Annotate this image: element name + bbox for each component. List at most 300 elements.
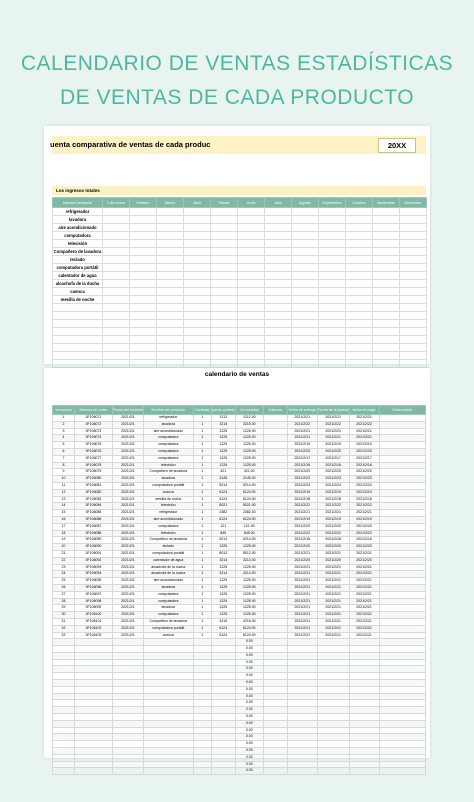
- table-cell[interactable]: 2021/2/24: [349, 482, 379, 489]
- table-cell[interactable]: [379, 680, 425, 687]
- sales-cell[interactable]: [319, 280, 346, 288]
- table-cell[interactable]: [379, 741, 425, 748]
- table-cell[interactable]: [75, 768, 113, 775]
- table-cell[interactable]: [75, 652, 113, 659]
- table-cell[interactable]: [263, 618, 287, 625]
- table-cell[interactable]: [263, 686, 287, 693]
- table-cell[interactable]: [113, 673, 144, 680]
- table-cell[interactable]: [211, 700, 235, 707]
- table-cell[interactable]: [263, 632, 287, 639]
- table-cell[interactable]: 1: [193, 435, 211, 442]
- sales-cell[interactable]: [130, 256, 157, 264]
- table-cell[interactable]: [211, 659, 235, 666]
- sales-cell[interactable]: [265, 304, 292, 312]
- sales-cell[interactable]: [211, 344, 238, 352]
- table-cell[interactable]: [349, 652, 379, 659]
- sales-cell[interactable]: [103, 288, 130, 296]
- table-cell[interactable]: 1: [193, 462, 211, 469]
- sales-cell[interactable]: [130, 232, 157, 240]
- sales-cell[interactable]: [346, 336, 373, 344]
- table-cell[interactable]: [287, 707, 317, 714]
- table-cell[interactable]: [211, 686, 235, 693]
- sales-cell[interactable]: [184, 208, 211, 216]
- sales-cell[interactable]: [157, 352, 184, 360]
- sales-cell[interactable]: [346, 240, 373, 248]
- table-cell[interactable]: [263, 625, 287, 632]
- table-cell[interactable]: 0F106095: [75, 578, 113, 585]
- table-cell[interactable]: 2021/2/21: [317, 435, 349, 442]
- table-cell[interactable]: 2021/2/21: [287, 550, 317, 557]
- product-name-cell[interactable]: refrigerador: [53, 208, 103, 216]
- table-cell[interactable]: 0.00: [235, 659, 263, 666]
- table-cell[interactable]: computadora: [143, 612, 193, 619]
- sales-cell[interactable]: [373, 304, 400, 312]
- table-cell[interactable]: 2021/2/21: [349, 435, 379, 442]
- sales-cell[interactable]: [211, 232, 238, 240]
- sales-cell[interactable]: [238, 216, 265, 224]
- sales-cell[interactable]: [400, 224, 427, 232]
- table-cell[interactable]: 2021/2/21: [317, 612, 349, 619]
- table-cell[interactable]: 1225.00: [235, 442, 263, 449]
- table-cell[interactable]: [113, 734, 144, 741]
- table-cell[interactable]: [263, 496, 287, 503]
- table-cell[interactable]: 1225.00: [235, 591, 263, 598]
- table-cell[interactable]: [143, 693, 193, 700]
- table-cell[interactable]: 3214: [211, 571, 235, 578]
- sales-cell[interactable]: [238, 352, 265, 360]
- table-cell[interactable]: televisión: [143, 462, 193, 469]
- table-cell[interactable]: [379, 421, 425, 428]
- product-name-cell[interactable]: [53, 360, 103, 368]
- table-cell[interactable]: [349, 700, 379, 707]
- table-cell[interactable]: [379, 598, 425, 605]
- table-cell[interactable]: [53, 646, 75, 653]
- sales-cell[interactable]: [103, 232, 130, 240]
- table-cell[interactable]: 2021/2/18: [349, 537, 379, 544]
- table-cell[interactable]: 20: [53, 544, 75, 551]
- table-cell[interactable]: 1: [193, 537, 211, 544]
- table-cell[interactable]: 2021/2/17: [317, 455, 349, 462]
- table-cell[interactable]: 1: [193, 523, 211, 530]
- table-cell[interactable]: [349, 761, 379, 768]
- table-cell[interactable]: 2021/2/21: [287, 435, 317, 442]
- table-cell[interactable]: 2021/2/1: [113, 578, 144, 585]
- sales-cell[interactable]: [157, 360, 184, 368]
- table-cell[interactable]: [193, 686, 211, 693]
- table-cell[interactable]: 1225.00: [235, 564, 263, 571]
- sales-cell[interactable]: [130, 304, 157, 312]
- table-cell[interactable]: [113, 754, 144, 761]
- sales-cell[interactable]: [238, 248, 265, 256]
- sales-cell[interactable]: [184, 320, 211, 328]
- sales-cell[interactable]: [103, 320, 130, 328]
- sales-cell[interactable]: [238, 312, 265, 320]
- sales-cell[interactable]: [184, 240, 211, 248]
- table-cell[interactable]: 1225.00: [235, 544, 263, 551]
- product-name-cell[interactable]: teclado: [53, 256, 103, 264]
- table-cell[interactable]: [113, 761, 144, 768]
- table-cell[interactable]: [263, 489, 287, 496]
- table-cell[interactable]: 0F106071: [75, 415, 113, 422]
- table-cell[interactable]: 1225.00: [235, 428, 263, 435]
- table-cell[interactable]: 6124.00: [235, 632, 263, 639]
- sales-cell[interactable]: [103, 360, 130, 368]
- sales-cell[interactable]: [157, 232, 184, 240]
- sales-cell[interactable]: [400, 312, 427, 320]
- table-cell[interactable]: 2021/2/1: [113, 523, 144, 530]
- table-cell[interactable]: [193, 646, 211, 653]
- table-cell[interactable]: [287, 686, 317, 693]
- table-cell[interactable]: [211, 734, 235, 741]
- sales-cell[interactable]: [292, 288, 319, 296]
- table-cell[interactable]: 0F106098: [75, 598, 113, 605]
- sales-cell[interactable]: [265, 288, 292, 296]
- table-cell[interactable]: 2021/2/21: [349, 625, 379, 632]
- sales-cell[interactable]: [184, 360, 211, 368]
- table-cell[interactable]: 2382: [211, 510, 235, 517]
- sales-cell[interactable]: [184, 232, 211, 240]
- table-cell[interactable]: 1225.00: [235, 584, 263, 591]
- table-cell[interactable]: 12: [53, 489, 75, 496]
- table-cell[interactable]: [75, 673, 113, 680]
- table-cell[interactable]: 2021/2/20: [287, 544, 317, 551]
- table-cell[interactable]: 2021/2/22: [317, 503, 349, 510]
- table-cell[interactable]: 21: [53, 550, 75, 557]
- sales-cell[interactable]: [238, 232, 265, 240]
- sales-cell[interactable]: [373, 272, 400, 280]
- table-cell[interactable]: 0F106102: [75, 625, 113, 632]
- table-cell[interactable]: 2021/2/20: [317, 448, 349, 455]
- table-cell[interactable]: [75, 646, 113, 653]
- table-cell[interactable]: [263, 707, 287, 714]
- sales-cell[interactable]: [319, 232, 346, 240]
- table-cell[interactable]: 1225: [211, 578, 235, 585]
- table-cell[interactable]: [379, 584, 425, 591]
- table-cell[interactable]: [263, 659, 287, 666]
- table-cell[interactable]: [263, 564, 287, 571]
- table-cell[interactable]: [143, 714, 193, 721]
- table-cell[interactable]: 0.00: [235, 714, 263, 721]
- table-cell[interactable]: [143, 741, 193, 748]
- table-cell[interactable]: [211, 680, 235, 687]
- table-cell[interactable]: 2021/2/19: [287, 489, 317, 496]
- table-cell[interactable]: 0.00: [235, 680, 263, 687]
- table-cell[interactable]: [263, 578, 287, 585]
- table-cell[interactable]: 1: [193, 584, 211, 591]
- table-cell[interactable]: 2021/2/23: [287, 476, 317, 483]
- table-cell[interactable]: 2021/2/1: [113, 442, 144, 449]
- sales-cell[interactable]: [130, 216, 157, 224]
- table-cell[interactable]: [263, 462, 287, 469]
- table-cell[interactable]: 11: [53, 482, 75, 489]
- sales-cell[interactable]: [130, 264, 157, 272]
- sales-cell[interactable]: [319, 352, 346, 360]
- table-cell[interactable]: [263, 768, 287, 775]
- table-cell[interactable]: [263, 605, 287, 612]
- table-cell[interactable]: [211, 727, 235, 734]
- table-cell[interactable]: [379, 550, 425, 557]
- table-cell[interactable]: [349, 707, 379, 714]
- sales-cell[interactable]: [319, 304, 346, 312]
- table-cell[interactable]: [263, 550, 287, 557]
- table-cell[interactable]: 1225: [211, 448, 235, 455]
- table-cell[interactable]: 2021/2/21: [287, 598, 317, 605]
- table-cell[interactable]: 32: [53, 625, 75, 632]
- table-cell[interactable]: [113, 659, 144, 666]
- sales-cell[interactable]: [400, 232, 427, 240]
- sales-cell[interactable]: [319, 216, 346, 224]
- table-cell[interactable]: [263, 469, 287, 476]
- table-cell[interactable]: 6214: [211, 537, 235, 544]
- sales-cell[interactable]: [211, 288, 238, 296]
- table-cell[interactable]: 1225.00: [235, 605, 263, 612]
- table-cell[interactable]: [379, 646, 425, 653]
- sales-cell[interactable]: [265, 272, 292, 280]
- table-cell[interactable]: 0.00: [235, 741, 263, 748]
- table-cell[interactable]: 1: [193, 448, 211, 455]
- table-cell[interactable]: [349, 720, 379, 727]
- table-cell[interactable]: lavadora: [143, 605, 193, 612]
- sales-cell[interactable]: [319, 240, 346, 248]
- table-cell[interactable]: 22: [53, 557, 75, 564]
- sales-cell[interactable]: [265, 360, 292, 368]
- table-cell[interactable]: 33: [53, 632, 75, 639]
- table-cell[interactable]: [317, 693, 349, 700]
- table-cell[interactable]: 0F106082: [75, 489, 113, 496]
- table-cell[interactable]: [317, 727, 349, 734]
- table-cell[interactable]: 2021/2/20: [287, 469, 317, 476]
- table-cell[interactable]: [263, 598, 287, 605]
- table-cell[interactable]: 2021/2/19: [317, 489, 349, 496]
- table-cell[interactable]: [349, 659, 379, 666]
- table-cell[interactable]: lavadora: [143, 476, 193, 483]
- table-cell[interactable]: 2021/2/21: [317, 625, 349, 632]
- table-cell[interactable]: [263, 612, 287, 619]
- table-cell[interactable]: 1: [193, 476, 211, 483]
- table-cell[interactable]: 1225: [211, 584, 235, 591]
- table-cell[interactable]: 3214: [211, 557, 235, 564]
- sales-cell[interactable]: [103, 352, 130, 360]
- table-cell[interactable]: 845: [211, 530, 235, 537]
- table-cell[interactable]: 2021/2/24: [317, 482, 349, 489]
- sales-cell[interactable]: [157, 272, 184, 280]
- product-name-cell[interactable]: computadora: [53, 232, 103, 240]
- sales-cell[interactable]: [319, 256, 346, 264]
- sales-cell[interactable]: [184, 312, 211, 320]
- sales-cell[interactable]: [211, 312, 238, 320]
- table-cell[interactable]: [317, 761, 349, 768]
- table-cell[interactable]: 1: [193, 612, 211, 619]
- table-cell[interactable]: 0.00: [235, 673, 263, 680]
- table-cell[interactable]: 2021/2/22: [349, 421, 379, 428]
- table-cell[interactable]: [75, 639, 113, 646]
- table-cell[interactable]: [53, 659, 75, 666]
- sales-cell[interactable]: [319, 320, 346, 328]
- sales-cell[interactable]: [319, 208, 346, 216]
- sales-cell[interactable]: [292, 240, 319, 248]
- table-cell[interactable]: [317, 646, 349, 653]
- table-cell[interactable]: [75, 680, 113, 687]
- product-name-cell[interactable]: [53, 344, 103, 352]
- table-cell[interactable]: [53, 748, 75, 755]
- table-cell[interactable]: 1: [193, 489, 211, 496]
- table-cell[interactable]: 2021/2/21: [287, 571, 317, 578]
- table-cell[interactable]: [263, 727, 287, 734]
- sales-cell[interactable]: [103, 224, 130, 232]
- table-cell[interactable]: [379, 612, 425, 619]
- table-cell[interactable]: [379, 469, 425, 476]
- sales-cell[interactable]: [292, 264, 319, 272]
- sales-cell[interactable]: [373, 360, 400, 368]
- table-cell[interactable]: 2021/2/1: [113, 455, 144, 462]
- sales-cell[interactable]: [157, 304, 184, 312]
- table-cell[interactable]: [113, 639, 144, 646]
- table-cell[interactable]: 2021/2/22: [287, 421, 317, 428]
- table-cell[interactable]: [379, 537, 425, 544]
- table-cell[interactable]: [379, 455, 425, 462]
- table-cell[interactable]: [193, 727, 211, 734]
- table-cell[interactable]: [349, 754, 379, 761]
- table-cell[interactable]: [193, 700, 211, 707]
- table-cell[interactable]: 2021/2/1: [113, 584, 144, 591]
- table-cell[interactable]: [193, 639, 211, 646]
- sales-cell[interactable]: [292, 216, 319, 224]
- table-cell[interactable]: [287, 727, 317, 734]
- table-cell[interactable]: [379, 571, 425, 578]
- table-cell[interactable]: 6: [53, 448, 75, 455]
- sales-cell[interactable]: [184, 336, 211, 344]
- product-name-cell[interactable]: calentador de agua: [53, 272, 103, 280]
- table-cell[interactable]: 2021/2/1: [113, 550, 144, 557]
- table-cell[interactable]: 30: [53, 612, 75, 619]
- table-cell[interactable]: [53, 652, 75, 659]
- table-cell[interactable]: [379, 564, 425, 571]
- table-cell[interactable]: [317, 768, 349, 775]
- table-cell[interactable]: 2021/2/23: [317, 476, 349, 483]
- sales-cell[interactable]: [292, 360, 319, 368]
- table-cell[interactable]: [263, 435, 287, 442]
- table-cell[interactable]: [143, 680, 193, 687]
- table-cell[interactable]: computadora portátil: [143, 482, 193, 489]
- sales-cell[interactable]: [157, 312, 184, 320]
- table-cell[interactable]: 2021/2/21: [349, 598, 379, 605]
- sales-cell[interactable]: [211, 216, 238, 224]
- table-cell[interactable]: 6124: [211, 496, 235, 503]
- table-cell[interactable]: 6124: [211, 516, 235, 523]
- table-cell[interactable]: 19: [53, 537, 75, 544]
- table-cell[interactable]: 1225: [211, 605, 235, 612]
- table-cell[interactable]: 2: [53, 421, 75, 428]
- sales-cell[interactable]: [238, 208, 265, 216]
- table-cell[interactable]: [379, 482, 425, 489]
- table-cell[interactable]: 4216.00: [235, 618, 263, 625]
- table-cell[interactable]: 1: [193, 503, 211, 510]
- table-cell[interactable]: [263, 666, 287, 673]
- table-cell[interactable]: [263, 510, 287, 517]
- sales-cell[interactable]: [184, 304, 211, 312]
- table-cell[interactable]: [379, 748, 425, 755]
- table-cell[interactable]: [113, 748, 144, 755]
- table-cell[interactable]: [287, 734, 317, 741]
- sales-cell[interactable]: [373, 224, 400, 232]
- table-cell[interactable]: 2021/2/21: [349, 550, 379, 557]
- table-cell[interactable]: [287, 754, 317, 761]
- sales-cell[interactable]: [184, 328, 211, 336]
- sales-cell[interactable]: [400, 296, 427, 304]
- sales-cell[interactable]: [400, 240, 427, 248]
- table-cell[interactable]: 2021/2/23: [349, 476, 379, 483]
- table-cell[interactable]: [287, 673, 317, 680]
- sales-cell[interactable]: [238, 360, 265, 368]
- table-cell[interactable]: 2021/2/20: [287, 448, 317, 455]
- table-cell[interactable]: 1: [193, 469, 211, 476]
- table-cell[interactable]: 1225.00: [235, 435, 263, 442]
- table-cell[interactable]: 2021/2/22: [317, 421, 349, 428]
- sales-cell[interactable]: [400, 208, 427, 216]
- product-name-cell[interactable]: mesilla de noche: [53, 296, 103, 304]
- table-cell[interactable]: 1: [193, 625, 211, 632]
- table-cell[interactable]: [263, 530, 287, 537]
- table-cell[interactable]: [193, 652, 211, 659]
- table-cell[interactable]: [75, 700, 113, 707]
- table-cell[interactable]: 1: [193, 550, 211, 557]
- sales-cell[interactable]: [292, 224, 319, 232]
- table-cell[interactable]: [379, 754, 425, 761]
- table-cell[interactable]: Compañero de lavadora: [143, 618, 193, 625]
- table-cell[interactable]: 15: [53, 510, 75, 517]
- sales-cell[interactable]: [373, 280, 400, 288]
- table-cell[interactable]: [211, 720, 235, 727]
- table-cell[interactable]: 1225.00: [235, 598, 263, 605]
- table-cell[interactable]: 2021/2/21: [349, 605, 379, 612]
- table-cell[interactable]: 2021/2/1: [113, 435, 144, 442]
- sales-cell[interactable]: [211, 336, 238, 344]
- sales-cell[interactable]: [373, 352, 400, 360]
- sales-cell[interactable]: [130, 320, 157, 328]
- sales-cell[interactable]: [346, 216, 373, 224]
- table-cell[interactable]: [263, 571, 287, 578]
- table-cell[interactable]: [211, 741, 235, 748]
- table-cell[interactable]: 31: [53, 618, 75, 625]
- table-cell[interactable]: [287, 666, 317, 673]
- table-cell[interactable]: [263, 455, 287, 462]
- table-cell[interactable]: [263, 652, 287, 659]
- table-cell[interactable]: 0F106093: [75, 564, 113, 571]
- table-cell[interactable]: 2021/2/22: [349, 530, 379, 537]
- table-cell[interactable]: [113, 680, 144, 687]
- sales-cell[interactable]: [373, 336, 400, 344]
- table-cell[interactable]: 1225.00: [235, 578, 263, 585]
- table-cell[interactable]: [53, 714, 75, 721]
- sales-cell[interactable]: [211, 328, 238, 336]
- table-cell[interactable]: [113, 646, 144, 653]
- table-cell[interactable]: [53, 734, 75, 741]
- product-name-cell[interactable]: [53, 320, 103, 328]
- table-cell[interactable]: 2021/2/1: [113, 557, 144, 564]
- table-cell[interactable]: 0.00: [235, 646, 263, 653]
- table-cell[interactable]: 3214.00: [235, 571, 263, 578]
- table-cell[interactable]: [349, 693, 379, 700]
- sales-cell[interactable]: [400, 304, 427, 312]
- table-cell[interactable]: [143, 673, 193, 680]
- table-cell[interactable]: 0F106097: [75, 591, 113, 598]
- sales-cell[interactable]: [184, 248, 211, 256]
- sales-cell[interactable]: [319, 336, 346, 344]
- table-cell[interactable]: 2021/2/21: [349, 564, 379, 571]
- table-cell[interactable]: [287, 652, 317, 659]
- table-cell[interactable]: [143, 652, 193, 659]
- table-cell[interactable]: 1: [193, 598, 211, 605]
